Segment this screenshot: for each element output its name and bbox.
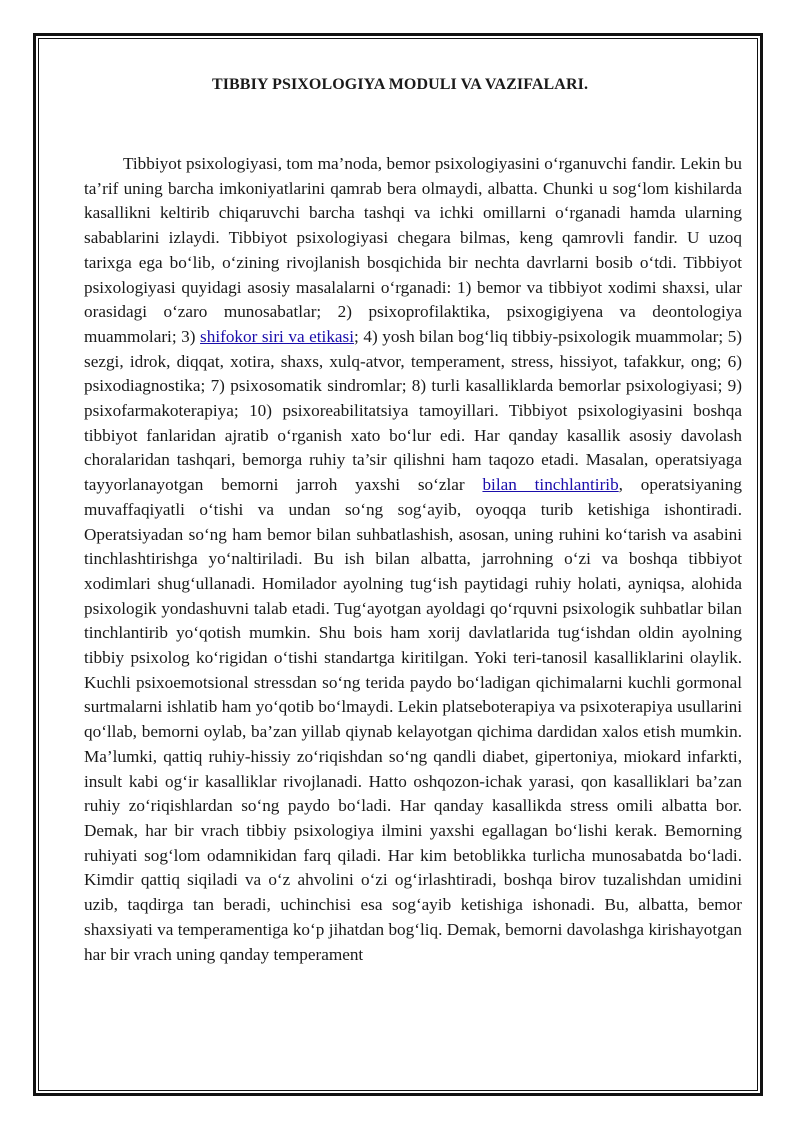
hyperlink-shifokor-siri[interactable]: shifokor siri va etikasi xyxy=(200,326,355,346)
paragraph-text-part-2: ; 4) yosh bilan bog‘liq tibbiy-psixologik muammolar; 5) sezgi, idrok, diqqat, xotira, shaxs, xulq-atvor, temperament, stress, hissiyot, tafakkur, ong; 6) psixodiagnostika; 7) psixosomatik sindromlar; 8) turli kasalliklarda bemorlar psixologiyasi; 9) psixofarmakoterapiya; 10) psixoreabilitatsiya tamoyillari. Tibbiyot psixologiyasini boshqa tibbiyot fanlaridan ajratib o‘rganish xato bo‘lur edi. Har qanday kasallik asosiy davolash choralaridan tashqari, bemorga ruhiy ta’sir qilishni ham taqozo etadi. Masalan, operatsiyaga tayyorlanayotgan bemorni jarroh yaxshi so‘zlar xyxy=(84,326,742,495)
paragraph-text-part-3: , operatsiyaning muvaffaqiyatli o‘tishi va undan so‘ng sog‘ayib, oyoqqa turib ketishiga ishontiradi. Operatsiyadan so‘ng ham bemor bilan suhbatlashish, asosan, uning ruhini ko‘tarish va asabini tinchlashtirishga yo‘naltiriladi. Bu ish bilan albatta, jarrohning o‘zi va boshqa tibbiyot xodimlari shug‘ullanadi. Homilador ayolning tug‘ish paytidagi ruhiy holati, ayniqsa, alohida psixologik yondashuvni talab etadi. Tug‘ayotgan ayoldagi qo‘rquvni psixologik suhbatlar bilan tinchlantirib yo‘qotish mumkin. Shu bois ham xorij davlatlarida tug‘ishdan oldin ayolning tibbiy psixolog ko‘rigidan o‘tishi standartga kiritilgan. Yoki teri-tanosil kasalliklarini olaylik. Kuchli psixoemotsional stressdan so‘ng terida paydo bo‘ladigan qichimalarni kuchli gormonal surtmalarni ishlatib ham yo‘qotib bo‘lmaydi. Lekin platseboterapiya va psixoterapiya usullarini qo‘llab, bemorni oylab, ba’zan yillab qiynab kelayotgan qichima dardidan xalos etish mumkin. Ma’lumki, qattiq ruhiy-hissiy zo‘riqishdan so‘ng qandli diabet, gipertoniya, miokard infarkti, insult kabi og‘ir kasalliklar rivojlanadi. Hatto oshqozon-ichak yarasi, qon kasalliklari ba’zan ruhiy zo‘riqishlardan so‘ng paydo bo‘ladi. Har qanday kasallikda stress omili albatta bor. Demak, har bir vrach tibbiy psixologiya ilmini yaxshi egallagan bo‘lishi kerak. Bemorning ruhiyati sog‘lom odamnikidan farq qiladi. Har kim betoblikka turlicha munosabatda bo‘ladi. Kimdir qattiq siqiladi va o‘z ahvolini o‘zi og‘irlashtiradi, boshqa birov tuzalishdan umidini uzib, taqdirga tan beradi, uchinchisi esa sog‘ayib ketishiga ishonadi. Bu, albatta, bemor shaxsiyati va temperamentiga ko‘p jihatdan bog‘liq. Demak, bemorni davolashga kirishayotgan har bir vrach uning qanday temperament xyxy=(84,475,742,964)
page-title: TIBBIY PSIXOLOGIYA MODULI VA VAZIFALARI. xyxy=(211,76,589,93)
hyperlink-bilan-tinchlantirib[interactable]: bilan tinchlantirib xyxy=(482,475,619,495)
body-paragraph xyxy=(84,152,742,1042)
paragraph-text-part-1: Tibbiyot psixologiyasi, tom ma’noda, bemor psixologiyasini o‘rganuvchi fandir. Lekin bu ta’rif uning barcha imkoniyatlarini qamrab bera olmaydi, albatta. Chunki u sog‘lom kishilarda kasallikni keltirib chiqaruvchi barcha tashqi va ichki omillarni o‘rganadi hamda ularning sabablarini izlaydi. Tibbiyot psixologiyasi chegara bilmas, keng qamrovli fandir. U uzoq tarixga ega bo‘lib, o‘zining rivojlanish bosqichida bir nechta davrlarni bosib o‘tdi. Tibbiyot psixologiyasi quyidagi asosiy masalalarni o‘rganadi: 1) bemor va tibbiyot xodimi shaxsi, ular orasidagi o‘zaro munosabatlar; 2) psixoprofilaktika, psixogigiyena va deontologiya muammolari; 3) xyxy=(84,154,742,346)
